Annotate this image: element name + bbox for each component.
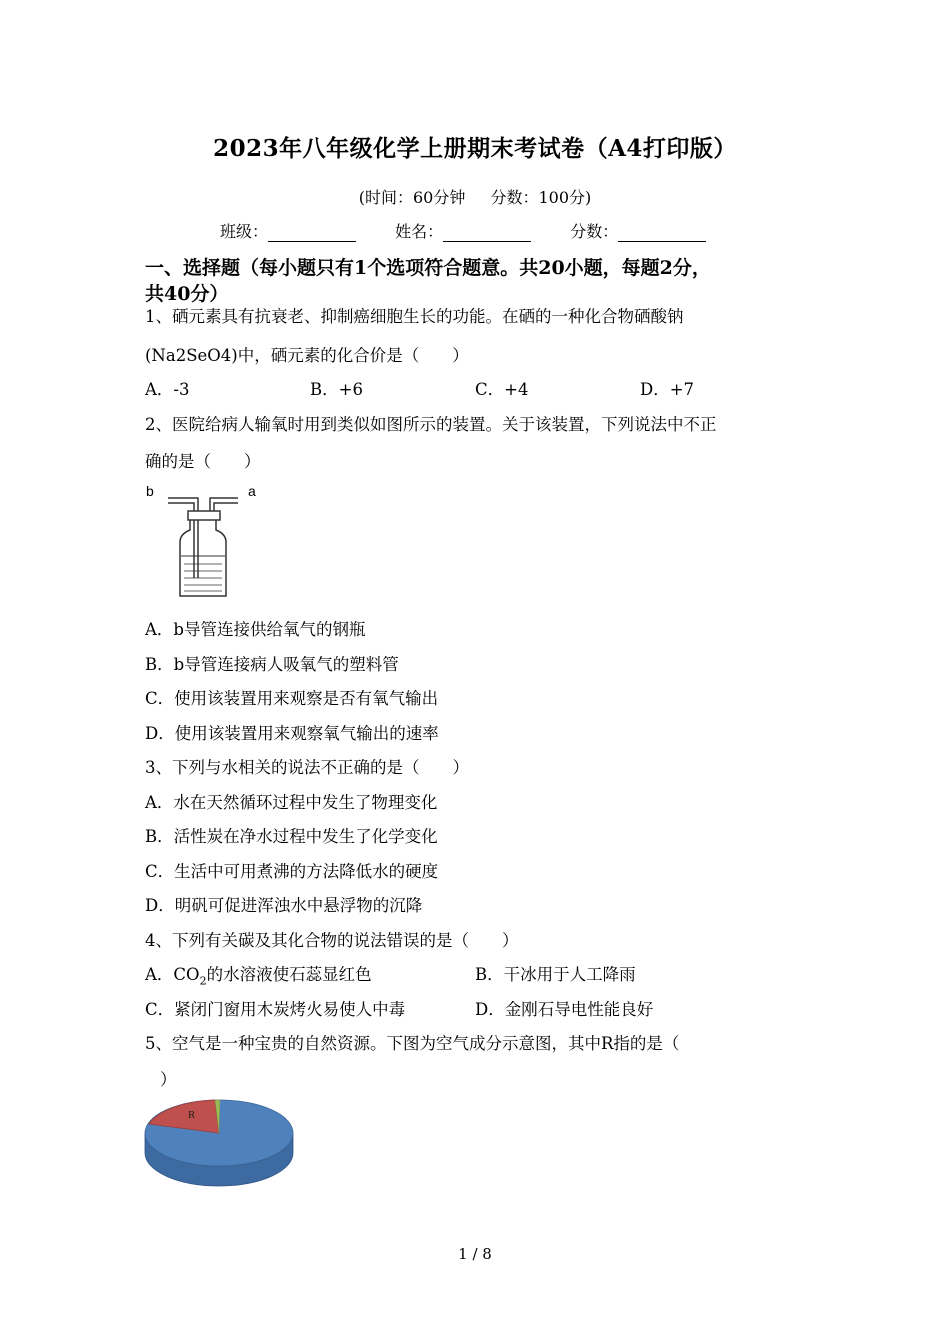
q5-text-line1: 5、空气是一种宝贵的自然资源。下图为空气成分示意图，其中R指的是（ [145,1034,680,1053]
q4-option-b: B．干冰用于人工降雨 [475,965,636,984]
name-blank [443,225,531,242]
name-label: 姓名： [395,222,444,241]
pie-label-r: R [188,1109,196,1121]
q1-option-a: A．-3 [145,380,190,399]
q2-option-b: B．b导管连接病人吸氧气的塑料管 [145,655,399,674]
class-label: 班级： [220,222,269,241]
q2-text-line2: 确的是（ ） [145,452,261,471]
q3-option-a: A．水在天然循环过程中发生了物理变化 [145,793,438,812]
section-heading: 一、选择题（每小题只有1个选项符合题意。共20小题，每题2分， 共40分） [145,257,711,305]
q2-option-d: D．使用该装置用来观察氧气输出的速率 [145,724,439,743]
q5-text-line2: ） [160,1070,177,1089]
score-label: 分数： [570,222,619,241]
time-score-info [0,185,950,208]
q3-text: 3、下列与水相关的说法不正确的是（ ） [145,758,469,777]
q4-option-a: A．$CO_2$的水溶液使石蕊显红色 [145,965,372,988]
air-composition-pie-figure [140,1095,300,1195]
q3-option-d: D．明矾可促进浑浊水中悬浮物的沉降 [145,896,423,915]
page-number: 1 / 8 [458,1245,492,1263]
score-blank [618,225,706,242]
q1-option-d: D．+7 [640,380,695,399]
tube-label-b: b [146,483,154,499]
gas-washing-bottle-figure [140,478,270,603]
q1-text-line2: (Na2SeO4)中，硒元素的化合价是（ ） [145,346,469,365]
q1-option-b: B．+6 [310,380,363,399]
q4-text: 4、下列有关碳及其化合物的说法错误的是（ ） [145,931,519,950]
q1-text-line1: 1、硒元素具有抗衰老、抑制癌细胞生长的功能。在硒的一种化合物硒酸钠 [145,307,684,326]
tube-label-a: a [248,483,256,499]
q1-option-c: C．+4 [475,380,529,399]
q3-option-c: C．生活中可用煮沸的方法降低水的硬度 [145,862,439,881]
class-blank [268,225,356,242]
student-info-fields [220,219,740,242]
q2-option-a: A．b导管连接供给氧气的钢瓶 [145,620,366,639]
page-title: 2023年八年级化学上册期末考试卷（A4打印版） [213,135,737,162]
q2-option-c: C．使用该装置用来观察是否有氧气输出 [145,689,439,708]
q3-option-b: B．活性炭在净水过程中发生了化学变化 [145,827,438,846]
q4-option-d: D．金刚石导电性能良好 [475,1000,654,1019]
q2-text-line1: 2、医院给病人输氧时用到类似如图所示的装置。关于该装置，下列说法中不正 [145,415,717,434]
q4-option-c: C．紧闭门窗用木炭烤火易使人中毒 [145,1000,406,1019]
time-info: (时间：60分钟 [358,188,466,207]
total-score-info: 分数：100分) [490,188,592,207]
